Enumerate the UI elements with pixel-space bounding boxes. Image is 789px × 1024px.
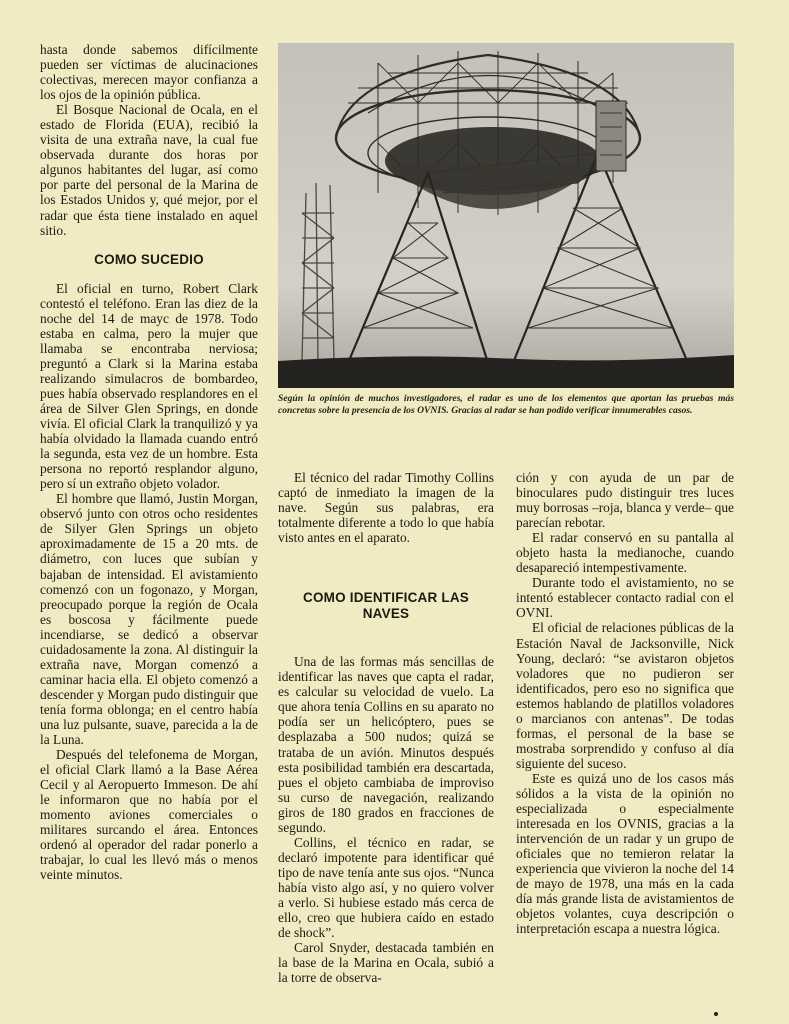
paragraph: El oficial en turno, Robert Clark contestó el teléfono. Eran las diez de la noche del 14 de mayc de 1978. Todo estaba en calma, pero la mujer que llamaba se encontraba nerviosa; preguntó a Clark si la Marina estaba realizando simulacros de bombardeo, pues había observado resplandores en el área de Silver Glen Springs, en donde vivía. El oficial Clark la tranquilizó y ya había olvidado la llamada cuando entró la segunda, esta vez de un hombre. Esta persona no reportó resplandor alguno, pero sí un extraño objeto volador.: [40, 280, 258, 492]
paragraph: hasta donde sabemos difícilmente pueden ser víctimas de alucinaciones colectivas, merecen mayor confianza a los ojos de la opinión pública.: [40, 42, 258, 103]
paragraph: Este es quizá uno de los casos más sólidos a la vista de la opinión no especializada o especialmente interesada en los OVNIS, gracias a la intervención de un radar y un grupo de oficiales que no temieron relatar la experiencia que vivieron la noche del 14 de mayo de 1978, una más en la cada día más grande lista de avistamientos de objetos volantes, cuya descripción o interpretación escapa a nuestra lógica.: [516, 770, 734, 937]
paragraph: El radar conservó en su pantalla al objeto hasta la medianoche, cuando desapareció intempestivamente.: [516, 530, 734, 576]
section-heading-como-identificar: [278, 590, 494, 622]
paragraph: El técnico del radar Timothy Collins captó de inmediato la imagen de la nave. Según sus palabras, era totalmente diferente a todo lo que había visto antes en el aparato.: [278, 470, 494, 546]
article-column-1: [40, 42, 258, 882]
radar-telescope-illustration: [278, 43, 734, 388]
article-column-3: [516, 470, 734, 936]
paragraph: Después del telefonema de Morgan, el oficial Clark llamó a la Base Aérea Cecil y al Aeropuerto Immeson. De ahí le informaron que no había por el momento aviones comerciales o militares surcando el área. Entonces ordenó al operador del radar ponerlo a trabajar, lo cual les llevó más o menos veinte minutos.: [40, 747, 258, 883]
paragraph: El Bosque Nacional de Ocala, en el estado de Florida (EUA), recibió la visita de una extraña nave, la cual fue observada durante dos horas por algunos habitantes del lugar, así como por parte del personal de la Marina de los Estados Unidos y, qué mejor, por el radar que ésta tiene instalado en aquel sitio.: [40, 102, 258, 238]
section-heading-como-sucedio: COMO SUCEDIO: [94, 251, 204, 267]
paragraph: ción y con ayuda de un par de binoculares pudo distinguir tres luces muy borrosas –roja, blanca y verde– que parecían rebotar.: [516, 470, 734, 531]
section-heading-text: COMO IDENTIFICAR LAS NAVES: [303, 590, 469, 622]
radar-telescope-photo: [278, 43, 734, 388]
paragraph: Collins, el técnico en radar, se declaró impotente para identificar qué tipo de nave tenía ante sus ojos. “Nunca había visto algo así, y no quiero volver a verlo. Si hubiese estado más cerca de ello, creo que hubiera caído en estado de shock”.: [278, 834, 494, 941]
paragraph: Carol Snyder, destacada también en la base de la Marina en Ocala, subió a la torre de observa-: [278, 940, 494, 986]
page-mark: [714, 1012, 718, 1016]
paragraph: Durante todo el avistamiento, no se intentó establecer contacto radial con el OVNI.: [516, 575, 734, 621]
photo-caption: Según la opinión de muchos investigadores, el radar es uno de los elementos que aportan las pruebas más concretas sobre la presencia de los OVNIS. Gracias al radar se han podido verificar innumerables casos.: [278, 393, 734, 417]
paragraph: El oficial de relaciones públicas de la Estación Naval de Jacksonville, Nick Young, declaró: “se avistaron objetos voladores que no pudieron ser identificados, pero eso no significa que estemos hablando de platillos voladores o marcianos con antenas”. De todas formas, el personal de la base se mostraba sorprendido y confuso al día siguiente del suceso.: [516, 620, 734, 771]
paragraph: El hombre que llamó, Justin Morgan, observó junto con otros ocho residentes de Silyer Glen Springs un objeto aproximadamente de 15 a 20 mts. de diámetro, con luces que subían y bajaban de intensidad. El avistamiento comenzó con un fogonazo, y Morgan, preocupado porque la región de Ocala es boscosa y fácilmente puede incendiarse, se dedicó a observar cuidadosamente la zona. Al distinguir la extraña nave, Morgan comenzó a caminar hacia ella. El objeto comenzó a descender y Morgan pudo distinguir que tenía forma oblonga; en el centro había una luz pulsante, suave, parecida a la de la Luna.: [40, 491, 258, 748]
article-column-2: [278, 470, 494, 985]
paragraph: Una de las formas más sencillas de identificar las naves que capta el radar, es calcular su velocidad de vuelo. La que ahora tenía Collins en su aparato no podía ser un helicóptero, pues se desplazaba a 500 nudos; quizá se trataba de un avión. Minutos después esta posibilidad también era descartada, pues el objeto cambiaba de improviso su curso de navegación, realizando giros de 180 grados en fracciones de segundo.: [278, 654, 494, 835]
